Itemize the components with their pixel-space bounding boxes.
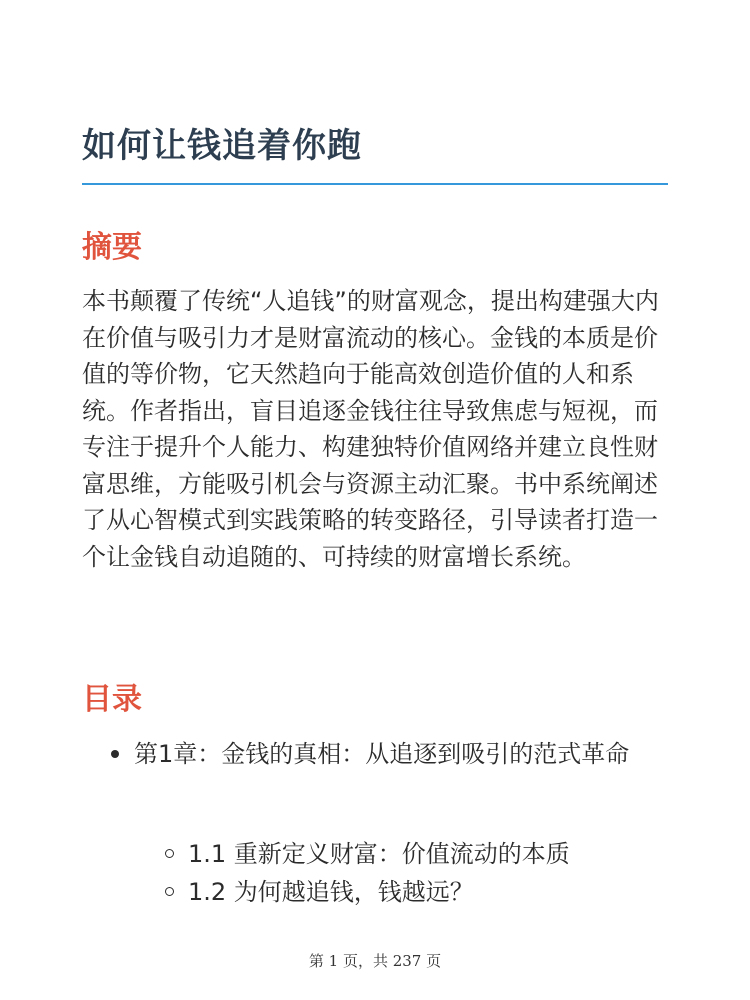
- toc-section-list: [82, 836, 672, 912]
- document-title: 如何让钱追着你跑: [82, 126, 362, 166]
- bullet-circle-icon: [165, 887, 174, 896]
- title-divider: [82, 183, 668, 185]
- toc-section-item: [82, 874, 672, 912]
- bullet-circle-icon: [165, 849, 174, 858]
- toc-heading: 目录: [82, 682, 142, 717]
- page-number-footer: 第 1 页，共 237 页: [308, 952, 442, 970]
- abstract-heading: 摘要: [82, 230, 142, 265]
- abstract-paragraph: 本书颠覆了传统“人追钱”的财富观念，提出构建强大内在价值与吸引力才是财富流动的核心。金钱的本质是价值的等价物，它天然趋向于能高效创造价值的人和系统。作者指出，盲目追逐金钱往往导致焦虑与短视，而专注于提升个人能力、构建独特价值网络并建立良性财富思维，方能吸引机会与资源主动汇聚。书中系统阐述了从心智模式到实践策略的转变路径，引导读者打造一个让金钱自动追随的、可持续的财富增长系统。: [82, 287, 659, 571]
- toc-list: [82, 736, 672, 906]
- toc-section-label: 1.1 重新定义财富：价值流动的本质: [188, 840, 570, 868]
- toc-section-label: 1.2 为何越追钱，钱越远？: [188, 878, 474, 906]
- toc-chapter-label: 第1章：金钱的真相：从追逐到吸引的范式革命: [134, 740, 630, 768]
- toc-chapter-item: [82, 736, 672, 906]
- bullet-disc-icon: [111, 750, 119, 758]
- toc-section-item: [82, 836, 672, 874]
